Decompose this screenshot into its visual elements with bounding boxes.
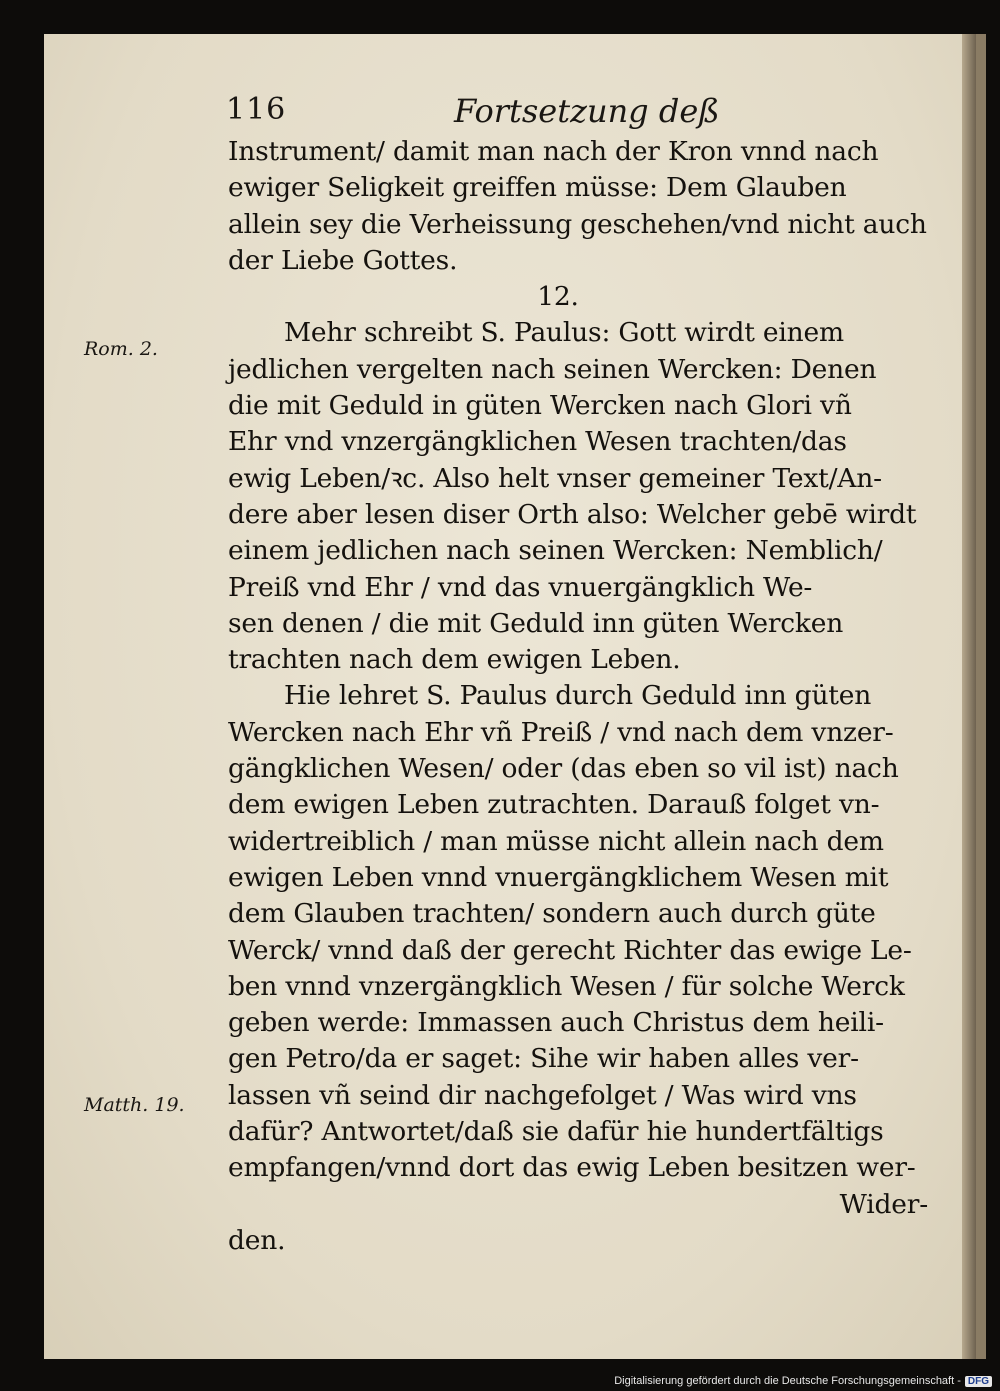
text-line: Instrument/ damit man nach der Kron vnnd nach [228,136,879,167]
text-line: ewigen Leben vnnd vnuergängklichem Wesen mit [228,861,889,893]
dfg-logo-icon: DFG [965,1376,992,1387]
text-line: allein sey die Verheissung geschehen/vnd nicht auch [228,208,927,240]
book-page [44,34,986,1359]
text-line: gängklichen Wesen/ oder (das eben so vil ist) nach [228,753,899,785]
text-line: Ehr vnd vnzergängklichen Wesen trachten/das [228,426,847,458]
text-line: Hie lehret S. Paulus durch Geduld inn güten [284,680,872,712]
text-line: Wider- [839,1188,928,1220]
text-line: lassen vñ seind dir nachgefolget / Was wird vns [228,1079,857,1111]
footer-text: Digitalisierung gefördert durch die Deutsche Forschungsgemeinschaft - [614,1375,961,1387]
text-line: Wercken nach Ehr vñ Preiß / vnd nach dem vnzer- [228,716,894,748]
footer-credit [614,1375,992,1387]
text-line: den. [228,1224,286,1256]
text-line: ewig Leben/ꝛc. Also helt vnser gemeiner Text/An- [228,462,882,494]
text-line: trachten nach dem ewigen Leben. [228,644,681,676]
text-line: widertreiblich / man müsse nicht allein nach dem [228,825,884,857]
text-line: ewiger Seligkeit greiffen müsse: Dem Glauben [228,172,847,204]
text-line: 12. [537,281,579,313]
text-line: Werck/ vnnd daß der gerecht Richter das ewige Le- [228,934,912,966]
text-line: geben werde: Immassen auch Christus dem heili- [228,1007,884,1039]
text-line: die mit Geduld in güten Wercken nach Glori vñ [228,390,852,422]
page-edge-shadow [962,34,976,1359]
page-header [44,92,976,132]
margin-note-matth: Matth. 19. [84,1094,185,1116]
text-line: dem Glauben trachten/ sondern auch durch güte [228,898,876,930]
margin-note-rom: Rom. 2. [84,338,158,360]
text-line: einem jedlichen nach seinen Wercken: Nemblich/ [228,535,883,567]
text-line: gen Petro/da er saget: Sihe wir haben alles ver- [228,1043,859,1075]
text-line: sen denen / die mit Geduld inn güten Wercken [228,607,844,639]
page-number: 116 [226,92,287,127]
text-line: Preiß vnd Ehr / vnd das vnuergängklich We- [228,571,813,603]
text-line: dere aber lesen diser Orth also: Welcher gebē wirdt [228,498,917,530]
text-line: ben vnnd vnzergängklich Wesen / für solche Werck [228,970,905,1002]
body-text [228,134,928,1259]
text-line: dafür? Antwortet/daß sie dafür hie hundertfältigs [228,1116,884,1148]
text-line: dem ewigen Leben zutrachten. Darauß folget vn- [228,789,880,821]
running-title: Fortsetzung deß [454,92,720,130]
text-line: Mehr schreibt S. Paulus: Gott wirdt einem [284,317,844,349]
text-line: empfangen/vnnd dort das ewig Leben besitzen wer- [228,1152,916,1184]
text-line: der Liebe Gottes. [228,244,458,276]
text-line: jedlichen vergelten nach seinen Wercken: Denen [228,353,877,385]
